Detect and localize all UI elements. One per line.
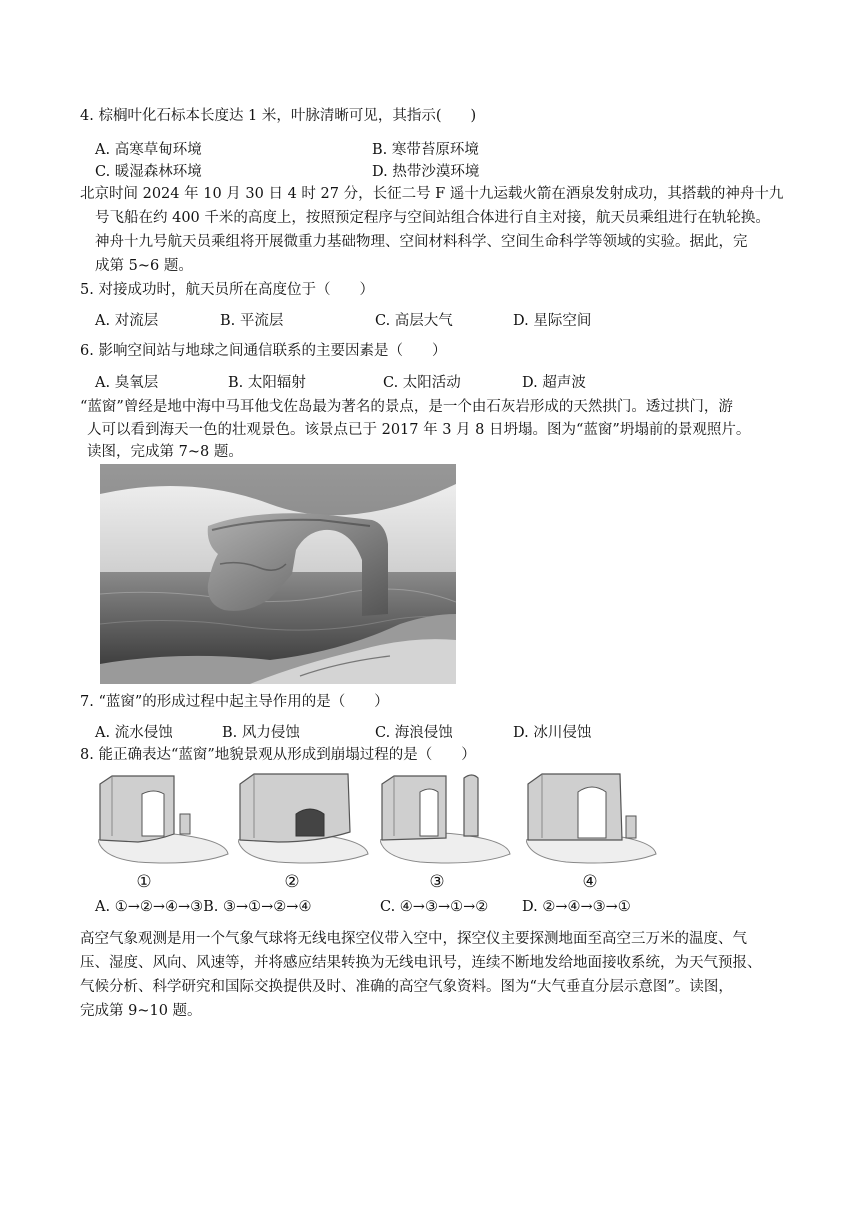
passage1-line: 号飞船在约 400 千米的高度上，按照预定程序与空间站组合体进行自主对接，航天员乘组进行在轨轮换。 [95, 210, 770, 226]
landform-figure-1 [98, 770, 230, 866]
passage3-line: 气候分析、科学研究和国际交换提供及时、准确的高空气象资料。图为“大气垂直分层示意图”。读图， [80, 979, 733, 995]
q6-option-a: A. 臭氧层 [95, 375, 159, 391]
q5-option-c: C. 高层大气 [375, 313, 453, 329]
q5-stem: 5. 对接成功时，航天员所在高度位于（ ） [80, 282, 374, 298]
passage1-line: 北京时间 2024 年 10 月 30 日 4 时 27 分，长征二号 F 遥十九运载火箭在酒泉发射成功，其搭载的神舟十九 [80, 186, 784, 202]
q4-option-c: C. 暖湿森林环境 [95, 164, 202, 180]
passage1-line: 成第 5~6 题。 [95, 258, 193, 274]
q7-stem: 7. “蓝窗”的形成过程中起主导作用的是（ ） [80, 694, 389, 710]
q8-option-ab: A. ①→②→④→③B. ③→①→②→④ [95, 899, 312, 915]
q7-option-c: C. 海浪侵蚀 [375, 725, 453, 741]
q4-option-a: A. 高寒草甸环境 [95, 142, 202, 158]
q7-option-b: B. 风力侵蚀 [222, 725, 300, 741]
q8-option-c: C. ④→③→①→② [380, 899, 489, 915]
passage3-line: 完成第 9~10 题。 [80, 1003, 202, 1019]
landform-figure-4 [526, 770, 658, 866]
passage3-line: 高空气象观测是用一个气象气球将无线电探空仪带入空中，探空仪主要探测地面至高空三万米的温度、气 [80, 931, 747, 947]
q4-option-d: D. 热带沙漠环境 [372, 164, 480, 180]
q7-option-d: D. 冰川侵蚀 [513, 725, 592, 741]
azure-window-photo [100, 464, 456, 684]
q5-option-d: D. 星际空间 [513, 313, 592, 329]
landform-figure-2 [238, 770, 370, 866]
q4-option-b: B. 寒带苔原环境 [372, 142, 479, 158]
figure-label-4: ④ [582, 872, 598, 892]
q5-option-a: A. 对流层 [95, 313, 159, 329]
q6-option-b: B. 太阳辐射 [228, 375, 306, 391]
q8-option-d: D. ②→④→③→① [522, 899, 631, 915]
passage1-line: 神舟十九号航天员乘组将开展微重力基础物理、空间材料科学、空间生命科学等领域的实验。据此，完 [95, 234, 748, 250]
figure-label-2: ② [284, 872, 300, 892]
passage3-line: 压、湿度、风向、风速等，并将感应结果转换为无线电讯号，连续不断地发给地面接收系统，为天气预报、 [80, 955, 762, 971]
figure-label-3: ③ [429, 872, 445, 892]
q6-option-c: C. 太阳活动 [383, 375, 461, 391]
q6-option-d: D. 超声波 [522, 375, 586, 391]
q6-stem: 6. 影响空间站与地球之间通信联系的主要因素是（ ） [80, 343, 447, 359]
passage2-line: 读图，完成第 7~8 题。 [87, 444, 243, 460]
figure-label-1: ① [136, 872, 152, 892]
q7-option-a: A. 流水侵蚀 [95, 725, 173, 741]
q5-option-b: B. 平流层 [220, 313, 284, 329]
passage2-line: 人可以看到海天一色的壮观景色。该景点已于 2017 年 3 月 8 日坍塌。图为“蓝窗”坍塌前的景观照片。 [87, 422, 751, 438]
passage2-line: “蓝窗”曾经是地中海中马耳他戈佐岛最为著名的景点，是一个由石灰岩形成的天然拱门。透过拱门，游 [80, 399, 733, 415]
q8-stem: 8. 能正确表达“蓝窗”地貌景观从形成到崩塌过程的是（ ） [80, 747, 476, 763]
landform-figure-3 [380, 770, 512, 866]
q4-stem: 4. 棕榈叶化石标本长度达 1 米，叶脉清晰可见，其指示( ) [80, 108, 477, 124]
